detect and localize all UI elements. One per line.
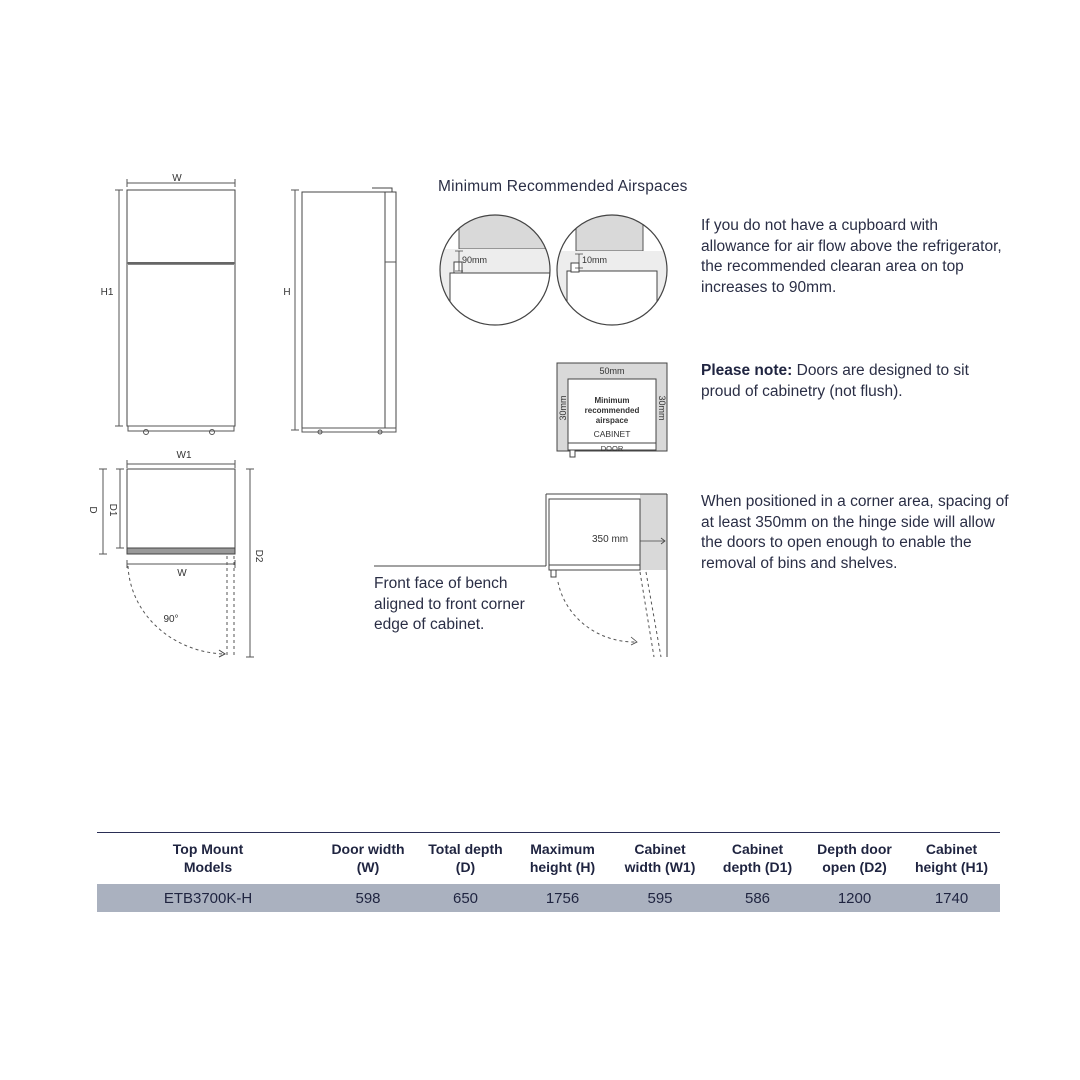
header-cabinet-depth: Cabinet depth (D1) <box>722 841 793 875</box>
width-label: W <box>172 173 182 184</box>
cabinet-width-label: W1 <box>176 450 192 461</box>
cell-cabinet-depth: 586 <box>709 884 806 912</box>
cell-max-height: 1756 <box>514 884 611 912</box>
door-open-depth-label: D2 <box>253 549 264 563</box>
left-airspace-label: 30mm <box>558 395 568 421</box>
specification-table <box>97 832 1000 912</box>
cabinet-height-label: H1 <box>100 287 114 298</box>
header-models: Top Mount Models <box>172 841 244 875</box>
gap-10mm-label: 10mm <box>582 255 608 265</box>
top-view-drawing <box>99 460 254 657</box>
door-width-label: W <box>177 568 187 579</box>
top-clearance-note: If you do not have a cupboard with allowance for air flow above the refrigerator, the recommended clearan area on top increases to 90mm. <box>701 217 1002 296</box>
header-total-depth: Total depth (D) <box>428 841 503 875</box>
cell-model: ETB3700K-H <box>97 884 319 912</box>
cell-cabinet-width: 595 <box>611 884 709 912</box>
cell-door-width: 598 <box>319 884 417 912</box>
bench-alignment-note: Front face of bench aligned to front corner edge of cabinet. <box>374 575 525 633</box>
total-depth-label: D <box>87 506 98 514</box>
cabinet-depth-label: D1 <box>107 503 118 517</box>
cabinet-label: CABINET <box>593 429 631 439</box>
please-note-label: Please note: <box>701 362 793 379</box>
airspace-title-line2: recommended <box>584 406 640 415</box>
gap-90mm-label: 90mm <box>462 255 488 265</box>
header-cabinet-height: Cabinet height (H1) <box>914 841 989 875</box>
header-depth-door-open: Depth door open (D2) <box>817 841 892 875</box>
please-note <box>701 361 1001 402</box>
cell-depth-door-open: 1200 <box>806 884 903 912</box>
detail-10mm <box>557 215 667 325</box>
right-airspace-label: 30mm <box>657 395 667 421</box>
detail-90mm <box>440 215 550 325</box>
side-view-drawing <box>291 188 396 434</box>
airspace-heading: Minimum Recommended Airspaces <box>438 178 688 195</box>
airspace-title-line1: Minimum <box>594 396 630 405</box>
table-row <box>97 884 1000 912</box>
please-note-text: Doors are designed to sit proud of cabinetry (not flush). <box>701 362 969 400</box>
header-cabinet-width: Cabinet width (W1) <box>624 841 696 875</box>
cell-total-depth: 650 <box>417 884 514 912</box>
top-airspace-label: 50mm <box>599 366 625 376</box>
door-angle-label: 90° <box>163 614 179 625</box>
door-label: DOOR <box>600 444 624 453</box>
hinge-clearance-label: 350 mm <box>592 534 629 545</box>
table-header-row <box>97 833 1000 885</box>
corner-placement-note: When positioned in a corner area, spacing of at least 350mm on the hinge side will allow the doors to open enough to enable the removal of bins and shelves. <box>701 493 1009 572</box>
airspace-title-line3: airspace <box>595 416 629 425</box>
header-door-width: Door width (W) <box>331 841 405 875</box>
cell-cabinet-height: 1740 <box>903 884 1000 912</box>
header-max-height: Maximum height (H) <box>529 841 596 875</box>
height-label: H <box>283 287 291 298</box>
front-view-drawing <box>115 179 235 435</box>
